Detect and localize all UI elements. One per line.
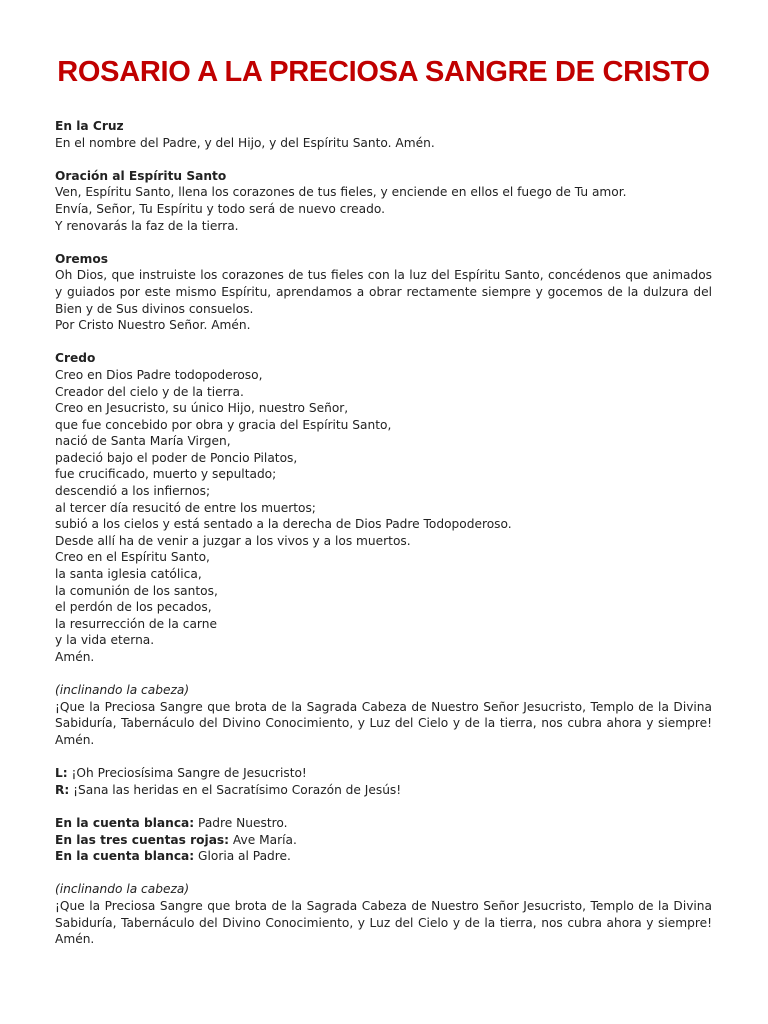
section-heading: En la Cruz xyxy=(55,119,124,133)
credo-line: Creo en el Espíritu Santo, xyxy=(55,550,210,565)
credo-line: Amén. xyxy=(55,650,95,664)
instruction-note: (inclinando la cabeza) xyxy=(55,882,190,897)
section-cuentas xyxy=(55,815,712,865)
credo-line: el perdón de los pecados, xyxy=(55,600,212,615)
prayer-line: En el nombre del Padre, y del Hijo, y del Espíritu Santo. Amén. xyxy=(55,135,435,150)
bead-line xyxy=(55,815,712,832)
bead-label: En la cuenta blanca: xyxy=(55,815,195,830)
credo-line: Desde allí ha de venir a juzgar a los vivos y a los muertos. xyxy=(55,533,411,548)
section-heading: Oración al Espíritu Santo xyxy=(55,168,227,183)
credo-line: Creador del cielo y de la tierra. xyxy=(55,384,244,399)
credo-line: y la vida eterna. xyxy=(55,633,155,648)
section-heading: Oremos xyxy=(55,251,108,266)
credo-line: subió a los cielos y está sentado a la derecha de Dios Padre Todopoderoso. xyxy=(55,517,512,532)
bead-label: En las tres cuentas rojas: xyxy=(55,832,230,847)
credo-line: padeció bajo el poder de Poncio Pilatos, xyxy=(55,450,298,465)
response-label: R: xyxy=(55,782,70,797)
bead-line xyxy=(55,832,712,849)
credo-line: la resurrección de la carne xyxy=(55,616,217,631)
prayer-paragraph: ¡Que la Preciosa Sangre que brota de la Sagrada Cabeza de Nuestro Señor Jesucristo, Templo de la Divina Sabiduría, Tabernáculo del Divino Conocimiento, y Luz del Cielo y de la tierra, nos cubra ahora y siempre! Amén. xyxy=(55,898,712,947)
credo-line: Creo en Jesucristo, su único Hijo, nuestro Señor, xyxy=(55,401,349,416)
bead-prayer: Ave María. xyxy=(229,832,297,847)
credo-line: al tercer día resucitó de entre los muertos; xyxy=(55,500,316,515)
prayer-paragraph: Oh Dios, que instruiste los corazones de tus fieles con la luz del Espíritu Santo, concédenos que animados y guiados por este mismo Espíritu, aprendamos a obrar rectamente siempre y gocemos de la dulzura del Bien y de Sus divinos consuelos. xyxy=(55,268,712,316)
section-heading: Credo xyxy=(55,351,96,366)
leader-label: L: xyxy=(55,766,68,781)
credo-line: que fue concebido por obra y gracia del Espíritu Santo, xyxy=(55,417,392,432)
section-en-la-cruz xyxy=(55,118,712,151)
credo-line: Creo en Dios Padre todopoderoso, xyxy=(55,367,263,382)
response-line xyxy=(55,782,712,799)
credo-line: la comunión de los santos, xyxy=(55,583,218,598)
section-inclinando-cabeza-2 xyxy=(55,881,712,947)
leader-line xyxy=(55,765,712,782)
credo-line: la santa iglesia católica, xyxy=(55,567,202,582)
prayer-line: Ven, Espíritu Santo, llena los corazones de tus fieles, y enciende en ellos el fuego de Tu amor. xyxy=(55,185,627,200)
credo-line: descendió a los infiernos; xyxy=(55,484,211,499)
bead-line xyxy=(55,848,712,865)
bead-prayer: Padre Nuestro. xyxy=(194,815,288,830)
credo-line: fue crucificado, muerto y sepultado; xyxy=(55,467,277,482)
section-inclinando-cabeza-1 xyxy=(55,682,712,748)
bead-prayer: Gloria al Padre. xyxy=(194,849,291,864)
document-page xyxy=(55,52,712,964)
section-jaculatoria xyxy=(55,765,712,798)
bead-label: En la cuenta blanca: xyxy=(55,849,195,864)
prayer-paragraph: ¡Que la Preciosa Sangre que brota de la Sagrada Cabeza de Nuestro Señor Jesucristo, Templo de la Divina Sabiduría, Tabernáculo del Divino Conocimiento, y Luz del Cielo y de la tierra, nos cubra ahora y siempre! Amén. xyxy=(55,699,712,747)
instruction-note: (inclinando la cabeza) xyxy=(55,683,190,698)
section-credo xyxy=(55,350,712,665)
prayer-line: Por Cristo Nuestro Señor. Amén. xyxy=(55,318,251,333)
prayer-line: Envía, Señor, Tu Espíritu y todo será de nuevo creado. xyxy=(55,201,386,216)
response-text: ¡Sana las heridas en el Sacratísimo Corazón de Jesús! xyxy=(69,782,402,797)
section-oremos xyxy=(55,251,712,334)
credo-line: nació de Santa María Virgen, xyxy=(55,434,231,449)
page-title: ROSARIO A LA PRECIOSA SANGRE DE CRISTO xyxy=(57,56,710,88)
section-oracion-espiritu-santo xyxy=(55,168,712,234)
prayer-line: Y renovarás la faz de la tierra. xyxy=(55,218,239,233)
leader-text: ¡Oh Preciosísima Sangre de Jesucristo! xyxy=(67,766,307,781)
